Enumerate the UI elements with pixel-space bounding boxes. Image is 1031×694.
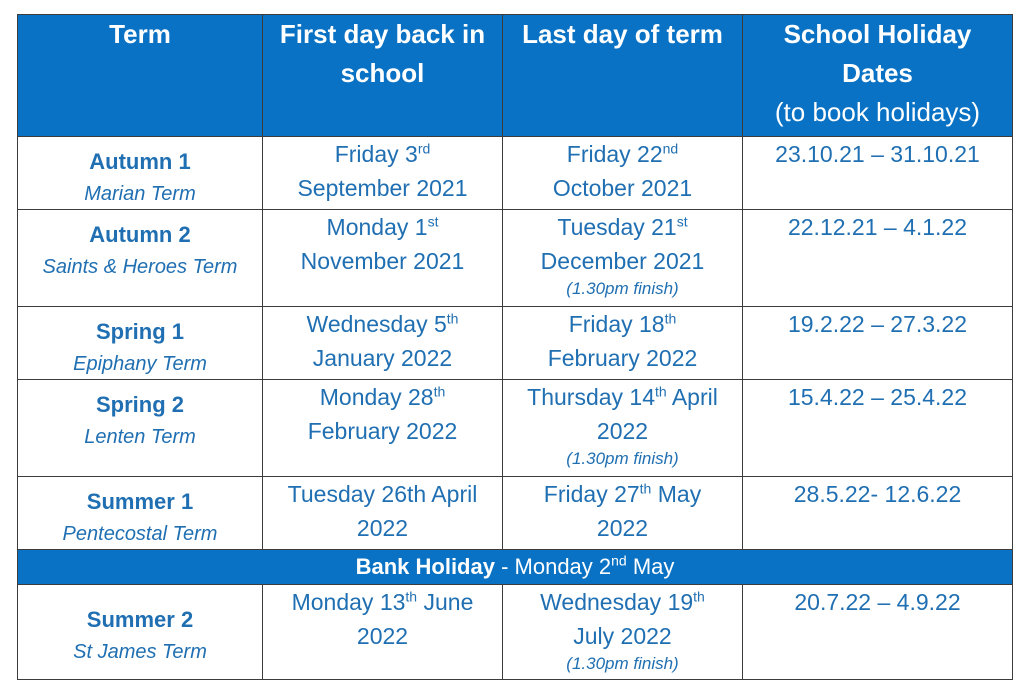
holiday-cell: 23.10.21 – 31.10.21 (743, 137, 1013, 210)
term-cell (18, 307, 263, 380)
header-row (18, 15, 1013, 137)
term-name: Autumn 2 (89, 222, 191, 247)
holiday-cell: 19.2.22 – 27.3.22 (743, 307, 1013, 380)
term-cell (18, 210, 263, 307)
first-day-cell: Monday 13th June 2022 (263, 585, 503, 680)
bank-holiday-label: Bank Holiday (355, 554, 495, 579)
table-row (18, 307, 1013, 380)
term-cell (18, 585, 263, 680)
header-first-day: First day back in school (263, 15, 503, 137)
header-last-day: Last day of term (503, 15, 743, 137)
last-day-cell: Tuesday 21st December 2021 (1.30pm finish) (503, 210, 743, 307)
bank-holiday-banner: Bank Holiday - Monday 2nd May (18, 550, 1013, 585)
header-holiday-title: School Holiday Dates (783, 19, 972, 88)
term-name: Spring 1 (95, 319, 184, 344)
holiday-cell: 15.4.22 – 25.4.22 (743, 380, 1013, 477)
finish-note: (1.30pm finish) (566, 654, 679, 673)
finish-note: (1.30pm finish) (566, 279, 679, 298)
last-day-cell: Friday 18th February 2022 (503, 307, 743, 380)
term-subtitle: Marian Term (84, 183, 196, 205)
term-subtitle: Lenten Term (84, 426, 196, 448)
holiday-cell: 22.12.21 – 4.1.22 (743, 210, 1013, 307)
first-day-cell: Friday 3rd September 2021 (263, 137, 503, 210)
finish-note: (1.30pm finish) (566, 449, 679, 468)
holiday-cell: 28.5.22- 12.6.22 (743, 477, 1013, 550)
first-day-cell: Tuesday 26th April 2022 (263, 477, 503, 550)
term-cell (18, 477, 263, 550)
table-row (18, 210, 1013, 307)
header-holiday-sub: (to book holidays) (774, 97, 981, 127)
last-day-cell: Thursday 14th April 2022 (1.30pm finish) (503, 380, 743, 477)
term-subtitle: Saints & Heroes Term (42, 256, 238, 278)
term-subtitle: Pentecostal Term (62, 523, 218, 545)
table-row (18, 137, 1013, 210)
last-day-cell: Wednesday 19th July 2022 (1.30pm finish) (503, 585, 743, 680)
term-subtitle: Epiphany Term (73, 353, 207, 375)
header-term: Term (18, 15, 263, 137)
first-day-cell: Monday 1st November 2021 (263, 210, 503, 307)
table-row (18, 477, 1013, 550)
term-name: Spring 2 (95, 392, 184, 417)
table-row (18, 585, 1013, 680)
table-row (18, 380, 1013, 477)
term-cell (18, 137, 263, 210)
term-dates-table (17, 14, 1013, 680)
header-holiday (743, 15, 1013, 137)
last-day-cell: Friday 27th May 2022 (503, 477, 743, 550)
first-day-cell: Monday 28th February 2022 (263, 380, 503, 477)
term-name: Autumn 1 (89, 149, 191, 174)
term-cell (18, 380, 263, 477)
term-name: Summer 2 (86, 607, 194, 632)
bank-holiday-row (18, 550, 1013, 585)
last-day-cell: Friday 22nd October 2021 (503, 137, 743, 210)
term-name: Summer 1 (86, 489, 194, 514)
term-subtitle: St James Term (73, 641, 207, 663)
first-day-cell: Wednesday 5th January 2022 (263, 307, 503, 380)
holiday-cell: 20.7.22 – 4.9.22 (743, 585, 1013, 680)
